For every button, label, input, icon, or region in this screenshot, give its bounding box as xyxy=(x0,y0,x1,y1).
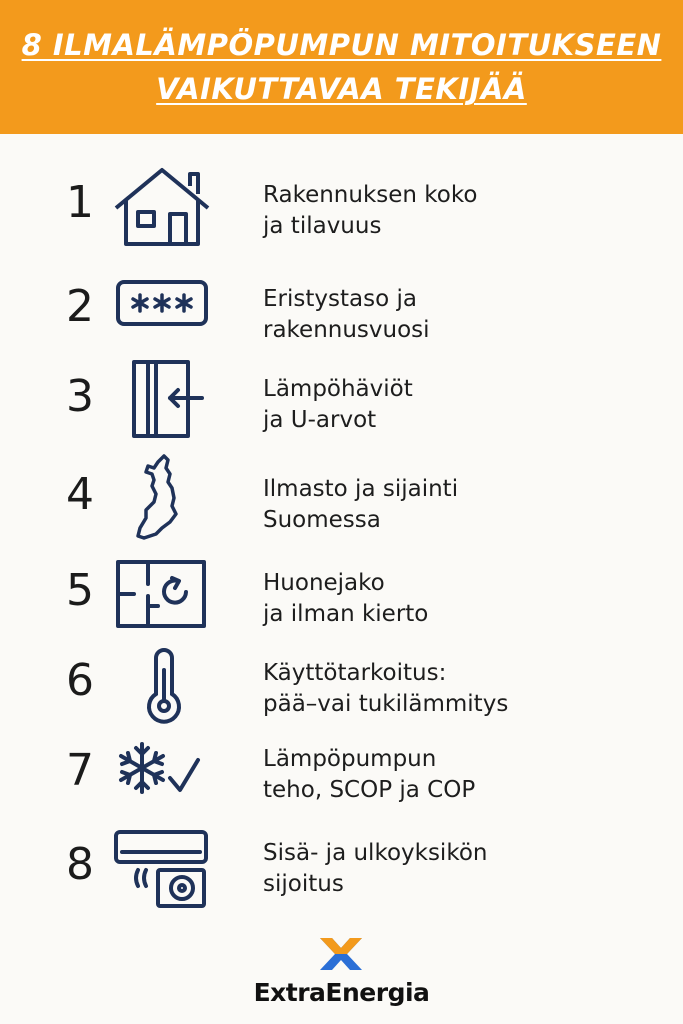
factor-label-line-2: sijoitus xyxy=(263,871,344,897)
factor-item-1 xyxy=(0,164,683,254)
factor-label-line-1: Lämpöpumpun xyxy=(263,746,437,772)
factor-number: 1 xyxy=(66,177,94,228)
factor-item-8 xyxy=(0,822,683,912)
factor-label-line-2: Suomessa xyxy=(263,507,381,533)
brand-logo xyxy=(0,934,683,1014)
factor-item-4 xyxy=(0,452,683,542)
factor-label-line-2: teho, SCOP ja COP xyxy=(263,777,476,803)
factor-label-line-1: Lämpöhäviöt xyxy=(263,376,413,402)
factor-item-2 xyxy=(0,264,683,354)
factor-label-line-2: ja U-arvot xyxy=(263,407,377,433)
factor-number: 6 xyxy=(66,655,94,706)
thermometer-icon xyxy=(112,640,212,730)
house-icon xyxy=(112,164,212,254)
factor-label-line-2: pää–vai tukilämmitys xyxy=(263,691,509,717)
header-banner xyxy=(0,0,683,134)
factor-number: 3 xyxy=(66,371,94,422)
factor-item-5 xyxy=(0,548,683,638)
factor-label-line-1: Ilmasto ja sijainti xyxy=(263,476,459,502)
factor-label-line-1: Sisä- ja ulkoyksikön xyxy=(263,840,488,866)
finland-map-icon xyxy=(112,452,212,542)
factor-item-3 xyxy=(0,354,683,444)
floorplan-circulation-icon xyxy=(112,548,212,638)
factor-number: 5 xyxy=(66,565,94,616)
extraenergia-x-logo xyxy=(318,934,364,974)
factor-item-7 xyxy=(0,730,683,820)
factor-label-line-1: Eristystaso ja xyxy=(263,286,417,312)
factor-label-line-2: ja tilavuus xyxy=(263,213,382,239)
factor-label-line-2: rakennusvuosi xyxy=(263,317,430,343)
factor-number: 7 xyxy=(66,745,94,796)
factor-number: 2 xyxy=(66,281,94,332)
header-title-line-1: 8 ILMALÄMPÖPUMPUN MITOITUKSEEN xyxy=(21,28,662,62)
factor-number: 8 xyxy=(66,839,94,890)
factor-label-line-1: Huonejako xyxy=(263,570,385,596)
factor-label-line-2: ja ilman kierto xyxy=(263,601,429,627)
brand-name: ExtraEnergia xyxy=(253,978,430,1007)
password-stars-icon xyxy=(112,264,212,354)
factor-label-line-1: Rakennuksen koko xyxy=(263,182,478,208)
heat-pump-units-icon xyxy=(112,822,212,912)
snowflake-check-icon xyxy=(112,730,212,820)
wall-heat-loss-icon xyxy=(112,354,212,444)
factor-item-6 xyxy=(0,640,683,730)
factor-label-line-1: Käyttötarkoitus: xyxy=(263,660,447,686)
factor-number: 4 xyxy=(66,469,94,520)
header-title-line-2: VAIKUTTAVAA TEKIJÄÄ xyxy=(156,72,527,106)
